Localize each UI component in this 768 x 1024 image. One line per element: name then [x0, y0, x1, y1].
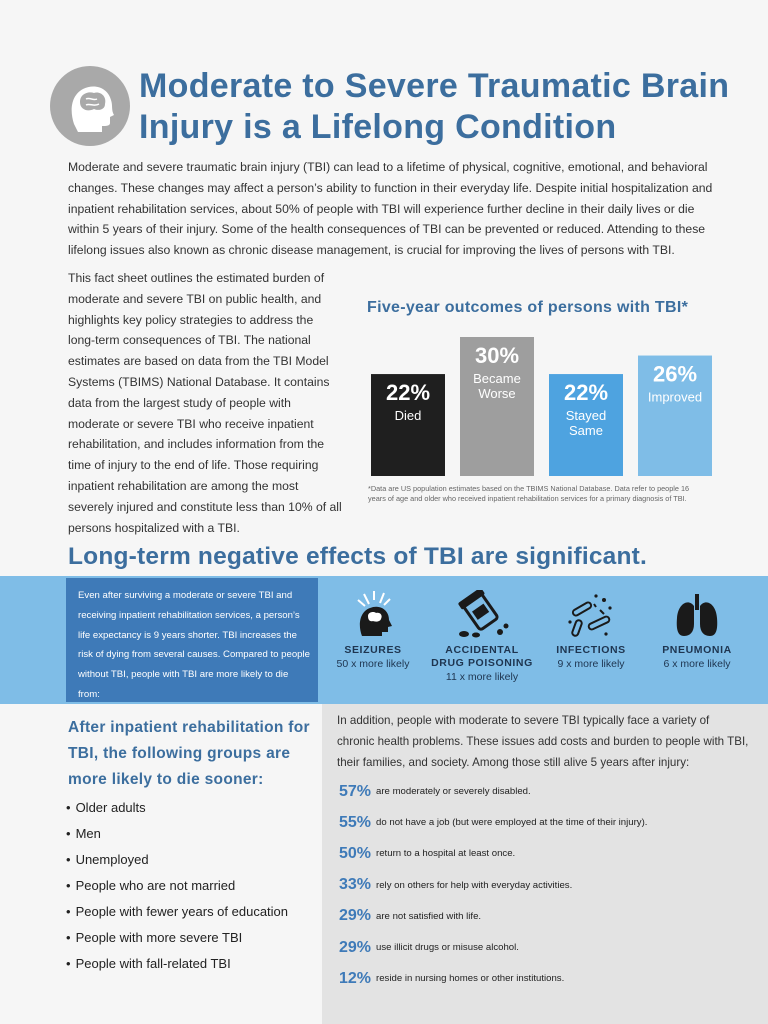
effect-infections	[536, 590, 646, 671]
stat-row	[339, 838, 759, 869]
effect-label: ACCIDENTAL DRUG POISONING	[431, 644, 533, 669]
stat-percent: 12%	[339, 969, 372, 987]
effect-likelihood: 50 x more likely	[336, 658, 410, 670]
list-item: • Unemployed	[66, 847, 326, 873]
stat-row	[339, 901, 759, 932]
stat-row	[339, 963, 759, 994]
bar-value-label: 22%	[563, 380, 609, 406]
chart-title: Five-year outcomes of persons with TBI*	[367, 299, 689, 316]
head-brain-icon	[50, 66, 130, 146]
bar-category-label: Improved	[647, 389, 703, 405]
panel-intro: In addition, people with moderate to severe TBI typically face a variety of chronic health problems. These issues add costs and burden to people with TBI, their families, and society. Among those still alive 5 years after injury:	[337, 714, 749, 769]
stat-row	[339, 932, 759, 963]
groups-list	[66, 795, 326, 977]
stat-text: return to a hospital at least once.	[376, 848, 516, 860]
chart-footnote: *Data are US population estimates based on the TBIMS National Database. Data refer to people 16 years of age and older who received inpatient rehabilitation services for a primary diagnosis of TBI.	[368, 484, 690, 503]
effect-seizures	[318, 590, 428, 671]
lungs-icon	[672, 590, 722, 640]
list-item: • People who are not married	[66, 873, 326, 899]
effect-drug-poisoning	[428, 590, 536, 684]
effect-label: SEIZURES	[344, 644, 402, 656]
stat-text: reside in nursing homes or other institutions.	[376, 973, 565, 985]
effects-intro-text: Even after surviving a moderate or severe TBI and receiving inpatient rehabilitation services, a person’s life expectancy is 9 years shorter. TBI increases the risk of dying from several causes. Compared to people without TBI, people with TBI are more likely to die from:	[78, 590, 310, 700]
bar-category-label: Stayed	[565, 408, 607, 424]
stat-row	[339, 870, 759, 901]
fact-sheet-paragraph: This fact sheet outlines the estimated burden of moderate and severe TBI on public health, and highlights key policy strategies to address the long-term consequences of TBI. The national estimates are based on data from the TBI Model Systems (TBIMS) National Database. It contains data from the largest study of people with moderate or severe TBI who receive inpatient rehabilitation, and includes information from the time of injury to the end of life. Those requiring inpatient rehabilitation are among the most severely injured and constitute less than 10% of all persons hospitalized with a TBI.	[68, 271, 342, 535]
bar-value-label: 26%	[652, 361, 698, 387]
stat-text: rely on others for help with everyday activities.	[376, 879, 573, 891]
effect-label: PNEUMONIA	[662, 644, 732, 656]
effect-likelihood: 11 x more likely	[445, 671, 519, 683]
stat-percent: 29%	[339, 907, 372, 925]
stat-row	[339, 776, 759, 807]
outcomes-bar-chart	[360, 330, 730, 480]
effect-likelihood: 6 x more likely	[663, 658, 731, 670]
stat-percent: 50%	[339, 844, 372, 862]
stat-percent: 55%	[339, 813, 372, 831]
bar-category-label: Became	[473, 371, 521, 386]
list-item: • People with fewer years of education	[66, 899, 326, 925]
bar-value-label: 30%	[474, 343, 520, 368]
list-item: • Older adults	[66, 795, 326, 821]
list-item: • People with more severe TBI	[66, 925, 326, 951]
pill-bottle-icon	[454, 590, 510, 640]
stat-percent: 33%	[339, 876, 372, 894]
groups-heading: After inpatient rehabilitation for TBI, the following groups are more likely to die sooner:	[68, 719, 310, 788]
stat-text: use illicit drugs or misuse alcohol.	[376, 942, 519, 954]
effect-pneumonia	[642, 590, 752, 671]
bar-category-label: Worse	[478, 386, 516, 401]
list-item: • People with fall-related TBI	[66, 951, 326, 977]
section-title-effects: Long-term negative effects of TBI are significant.	[68, 543, 648, 570]
stat-text: do not have a job (but were employed at the time of their injury).	[376, 817, 648, 829]
stats-list	[339, 776, 759, 994]
stat-percent: 57%	[339, 782, 372, 800]
bar-value-label: 22%	[385, 380, 431, 406]
stat-text: are moderately or severely disabled.	[376, 786, 531, 798]
intro-paragraph: Moderate and severe traumatic brain injury (TBI) can lead to a lifetime of physical, cognitive, emotional, and behavioral changes. These changes may affect a person’s ability to function in their everyday life. Despite initial hospitalization and inpatient rehabilitation services, about 50% of people with TBI will experience further decline in their daily lives or die within 5 years of their injury. Some of the health consequences of TBI can be prevented or reduced. Attending to these lifelong issues also known as chronic disease management, is crucial for improving the lives of persons with TBI.	[68, 160, 713, 258]
stat-percent: 29%	[339, 938, 372, 956]
page-title: Moderate to Severe Traumatic Brain Injury is a Lifelong Condition	[139, 67, 730, 146]
effect-likelihood: 9 x more likely	[557, 658, 625, 670]
stat-row	[339, 807, 759, 838]
effect-label: INFECTIONS	[556, 644, 626, 656]
stat-text: are not satisfied with life.	[376, 910, 482, 922]
bar-category-label: Died	[394, 408, 422, 424]
seizure-head-icon	[348, 590, 398, 640]
list-item: • Men	[66, 821, 326, 847]
bacteria-icon	[566, 590, 616, 640]
bar-category-label: Same	[569, 423, 603, 439]
